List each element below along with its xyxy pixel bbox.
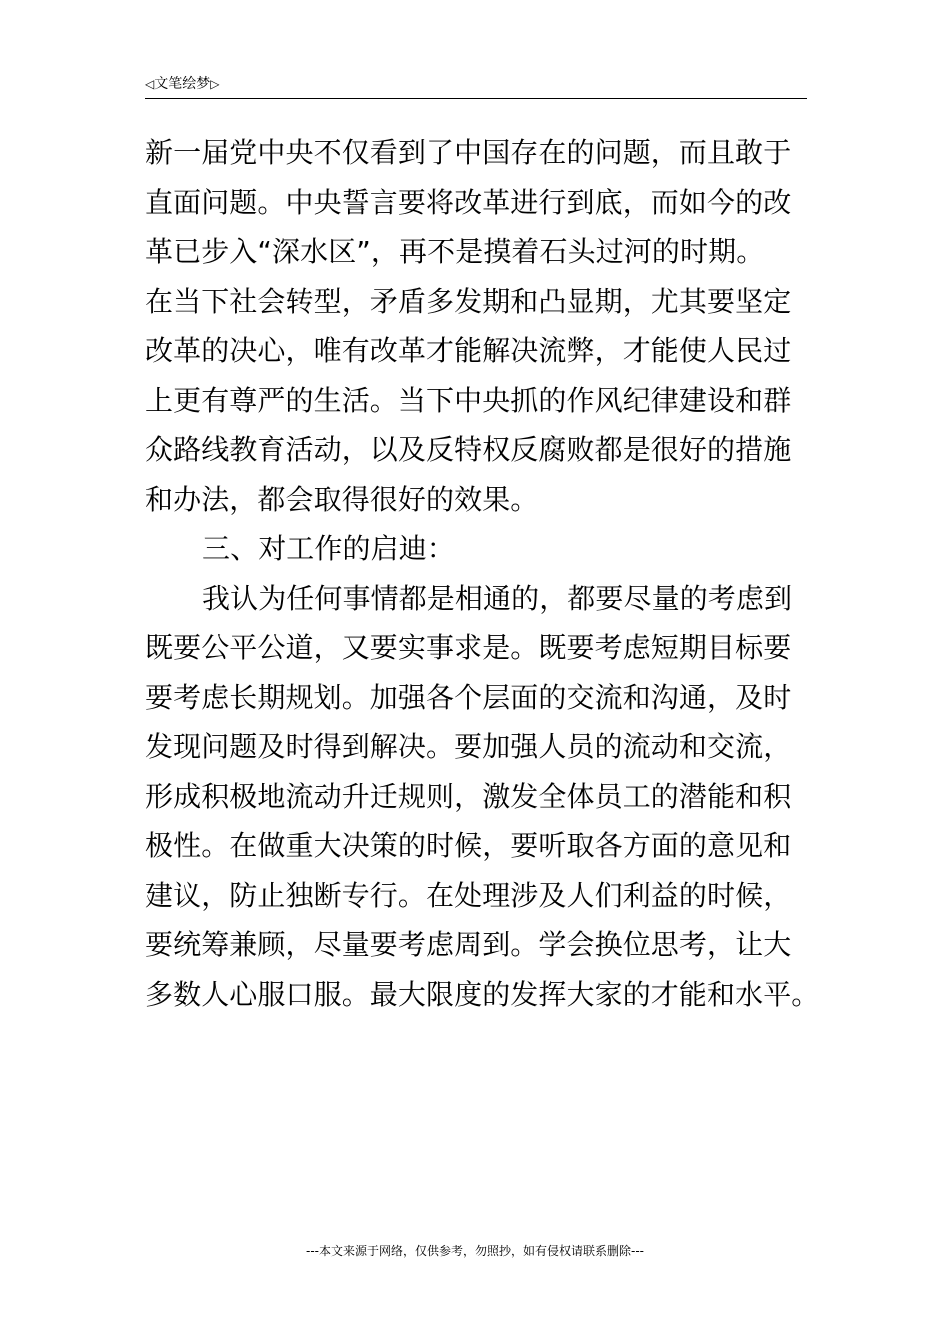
page-header [145,72,807,99]
body-line: 众路线教育活动，以及反特权反腐败都是很好的措施 [145,433,792,466]
header-title: 文笔绘梦 [154,76,211,92]
page-footer-disclaimer: ---本文来源于网络，仅供参考，勿照抄，如有侵权请联系删除--- [306,1244,644,1258]
body-line: 新一届党中央不仅看到了中国存在的问题，而且敢于 [145,136,792,169]
body-line: 建议，防止独断专行。在处理涉及人们利益的时候， [145,878,792,912]
body-line: 在当下社会转型，矛盾多发期和凸显期，尤其要坚定 [145,284,792,318]
body-line: 和办法，都会取得很好的效果。 [145,482,539,516]
paragraph-first-line: 我认为任何事情都是相通的，都要尽量的考虑到 [202,581,793,615]
body-line: 多数人心服口服。最大限度的发挥大家的才能和水平。 [145,977,820,1011]
left-triangle-icon: ◁ [145,77,155,91]
body-line: 改革的决心，唯有改革才能解决流弊，才能使人民过 [145,334,792,367]
body-line: 发现问题及时得到解决。要加强人员的流动和交流， [145,730,792,763]
body-line: 要考虑长期规划。加强各个层面的交流和沟通，及时 [145,680,792,714]
section-heading: 三、对工作的启迪： [202,532,455,565]
body-line: 极性。在做重大决策的时候，要听取各方面的意见和 [145,829,792,862]
right-triangle-icon: ▷ [210,77,220,91]
body-line: 上更有尊严的生活。当下中央抓的作风纪律建设和群 [145,383,792,417]
body-line: 既要公平公道，又要实事求是。既要考虑短期目标要 [145,631,792,664]
header-title-row [145,75,219,93]
document-body [145,128,820,1019]
body-line: 革已步入“深水区”，再不是摸着石头过河的时期。 [145,235,765,268]
body-line: 形成积极地流动升迁规则，激发全体员工的潜能和积 [145,779,792,813]
body-line: 要统筹兼顾，尽量要考虑周到。学会换位思考，让大 [145,928,792,961]
body-line: 直面问题。中央誓言要将改革进行到底，而如今的改 [145,185,792,219]
